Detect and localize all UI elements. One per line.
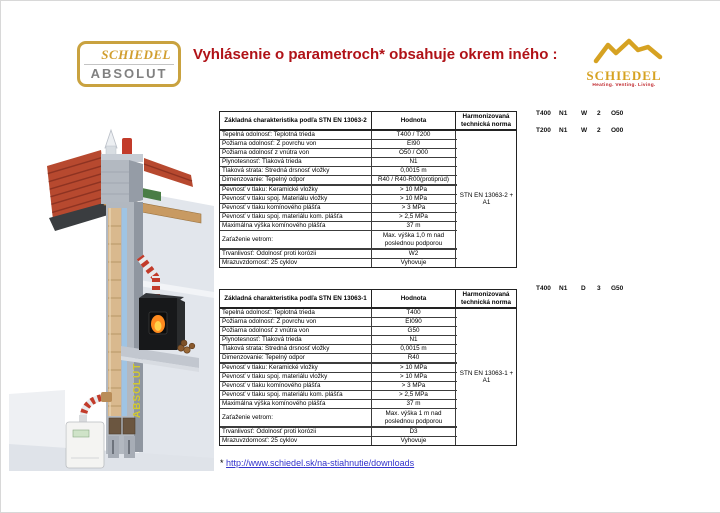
param-value: Max. výška 1 m nad poslednou podporou (372, 409, 456, 426)
column-header-characteristic: Základná charakteristika podľa STN EN 13063-1 (220, 290, 372, 307)
column-header-norm: Harmonizovaná technická norma (460, 291, 512, 306)
param-value: > 10 MPa (372, 364, 456, 372)
table-row (220, 318, 457, 327)
table-row (220, 213, 457, 222)
classification-codes-bottom (536, 285, 623, 302)
classification-code (536, 285, 623, 292)
param-value: Vyhovuje (372, 437, 456, 445)
param-label: Trvanlivosť: Odolnosť proti korózii (220, 250, 372, 258)
param-value: 37 m (372, 222, 456, 230)
param-value: R40 / R40-R00(protiprúd) (372, 176, 456, 184)
param-label: Pevnosť v tlaku: Keramické vložky (220, 186, 372, 194)
param-value: > 10 MPa (372, 186, 456, 194)
param-value: N1 (372, 336, 456, 344)
classification-code-part: 2 (597, 110, 601, 117)
param-value: > 2,5 MPa (372, 213, 456, 221)
table-row (220, 400, 457, 409)
downloads-link[interactable]: http://www.schiedel.sk/na-stiahnutie/downloads (226, 458, 415, 468)
table-row (220, 259, 457, 267)
table-row (220, 140, 457, 149)
param-value: R40 (372, 354, 456, 362)
parameters-table-13063-1 (219, 289, 517, 446)
table-row (220, 336, 457, 345)
footnote-marker: * (220, 458, 224, 468)
param-value: > 10 MPa (372, 373, 456, 381)
absolut-vertical-label: ABSOLUT (132, 362, 143, 418)
param-label: Maximálna výška komínového plášťa (220, 400, 372, 408)
table-row (220, 158, 457, 167)
table-row (220, 131, 457, 140)
boiler (66, 415, 104, 468)
chimney-red-cap (122, 138, 132, 156)
air-channel (122, 208, 127, 416)
param-value: > 3 MPa (372, 382, 456, 390)
table-row (220, 354, 457, 363)
param-label: Plynotesnosť: Tlaková trieda (220, 336, 372, 344)
param-label: Pevnosť v tlaku komínového plášťa (220, 204, 372, 212)
column-header-value: Hodnota (372, 290, 456, 307)
column-header-norm: Harmonizovaná technická norma (460, 113, 512, 128)
param-label: Trvanlivosť: Odolnosť proti korózii (220, 428, 372, 436)
table-row (220, 363, 457, 373)
absolut-logo-badge (77, 41, 181, 87)
param-label: Tlaková strata: Stredná drsnosť vložky (220, 345, 372, 353)
table-row (220, 231, 457, 249)
badge-divider (84, 64, 174, 65)
table-row (220, 167, 457, 176)
harmonized-norm-value: STN EN 13063-1 + A1 (459, 369, 514, 384)
harmonized-norm-value: STN EN 13063-2 + A1 (459, 191, 514, 206)
classification-codes-top (536, 110, 623, 144)
param-value: 37 m (372, 400, 456, 408)
param-value: N1 (372, 158, 456, 166)
table-row (220, 382, 457, 391)
chimney-system-illustration (9, 96, 214, 471)
classification-code-part: T200 (536, 127, 551, 134)
param-value: G50 (372, 327, 456, 335)
mountain-zigzag-icon (574, 37, 674, 65)
param-value: > 2,5 MPa (372, 391, 456, 399)
column-header-characteristic: Základná charakteristika podľa STN EN 13063-2 (220, 112, 372, 129)
chimney-cone-cap (105, 130, 117, 148)
absorber-block (109, 418, 121, 434)
table-row (220, 249, 457, 259)
badge-brand-text: SCHIEDEL (101, 47, 171, 62)
param-label: Pevnosť v tlaku spoj. materiálu kom. plášťa (220, 391, 372, 399)
param-value: O50 / O00 (372, 149, 456, 157)
column-header-value: Hodnota (372, 112, 456, 129)
table-row (220, 149, 457, 158)
classification-code-part: 3 (597, 285, 601, 292)
table-header (220, 290, 516, 309)
param-value: Max. výška 1,0 m nad poslednou podporou (372, 231, 456, 248)
table-row (220, 345, 457, 354)
classification-code-part: T400 (536, 285, 551, 292)
table-row (220, 176, 457, 185)
classification-code (536, 127, 623, 134)
param-label: Zaťaženie vetrom: (220, 409, 372, 426)
param-value: EI90 (372, 140, 456, 148)
param-label: Dimenzovanie: Tepelný odpor (220, 176, 372, 184)
param-label: Tepelná odolnosť: Teplotná trieda (220, 131, 372, 139)
param-value: T400 (372, 309, 456, 317)
logo-tagline: Heating. Venting. Living. (592, 83, 656, 88)
param-label: Dimenzovanie: Tepelný odpor (220, 354, 372, 362)
table-row (220, 195, 457, 204)
param-label: Požiarna odolnosť z vnútra von (220, 149, 372, 157)
param-label: Požiarna odolnosť z vnútra von (220, 327, 372, 335)
schiedel-logo (574, 37, 674, 93)
param-label: Pevnosť v tlaku komínového plášťa (220, 382, 372, 390)
table-row (220, 222, 457, 231)
param-value: T400 / T200 (372, 131, 456, 139)
param-label: Požiarna odolnosť: Z povrchu von (220, 318, 372, 326)
classification-code-part: N1 (559, 285, 568, 292)
param-value: Vyhovuje (372, 259, 456, 267)
table-row (220, 185, 457, 195)
table-row (220, 327, 457, 336)
classification-code-part: N1 (559, 127, 568, 134)
classification-code-part: 2 (597, 127, 601, 134)
badge-product-text: ABSOLUT (90, 66, 168, 81)
boiler-display (73, 430, 89, 437)
table-row (220, 427, 457, 437)
param-label: Pevnosť v tlaku spoj. Materiálu vložky (220, 195, 372, 203)
classification-code-part: N1 (559, 110, 568, 117)
classification-code-part: G50 (611, 285, 624, 292)
param-label: Tepelná odolnosť: Teplotná trieda (220, 309, 372, 317)
table-row (220, 309, 457, 318)
classification-code-part: W (581, 110, 588, 117)
table-row (220, 391, 457, 400)
table-header (220, 112, 516, 131)
table-row (220, 373, 457, 382)
page-title: Vyhlásenie o parametroch* obsahuje okrem iného : (193, 46, 558, 63)
param-value: EI090 (372, 318, 456, 326)
chimney-head (101, 130, 143, 204)
classification-code (536, 110, 623, 117)
classification-code-part: T400 (536, 110, 551, 117)
param-value: D3 (372, 428, 456, 436)
param-value: W2 (372, 250, 456, 258)
param-value: 0,0015 m (372, 167, 456, 175)
param-label: Pevnosť v tlaku: Keramické vložky (220, 364, 372, 372)
classification-code-part: D (581, 285, 586, 292)
param-value: 0,0015 m (372, 345, 456, 353)
absorber-block (123, 418, 135, 434)
liner-connector (101, 392, 112, 402)
param-label: Zaťaženie vetrom: (220, 231, 372, 248)
parameters-table-13063-2 (219, 111, 517, 268)
param-label: Požiarna odolnosť: Z povrchu von (220, 140, 372, 148)
table-row (220, 204, 457, 213)
param-value: > 10 MPa (372, 195, 456, 203)
table-row (220, 437, 457, 445)
param-label: Maximálna výška komínového plášťa (220, 222, 372, 230)
param-value: > 3 MPa (372, 204, 456, 212)
table-row (220, 409, 457, 427)
param-label: Pevnosť v tlaku spoj. materiálu kom. plášťa (220, 213, 372, 221)
stove (139, 293, 185, 350)
param-label: Tlaková strata: Stredná drsnosť vložky (220, 167, 372, 175)
param-label: Mrazuvzdornosť: 25 cyklov (220, 259, 372, 267)
classification-code-part: W (581, 127, 588, 134)
logo-brand-text: SCHIEDEL (586, 68, 662, 83)
classification-code-part: O00 (611, 127, 624, 134)
chimney-column (106, 202, 143, 458)
param-label: Mrazuvzdornosť: 25 cyklov (220, 437, 372, 445)
param-label: Pevnosť v tlaku spoj. materiálu vložky (220, 373, 372, 381)
footnote (220, 458, 414, 468)
param-label: Plynotesnosť: Tlaková trieda (220, 158, 372, 166)
classification-code-part: O50 (611, 110, 624, 117)
